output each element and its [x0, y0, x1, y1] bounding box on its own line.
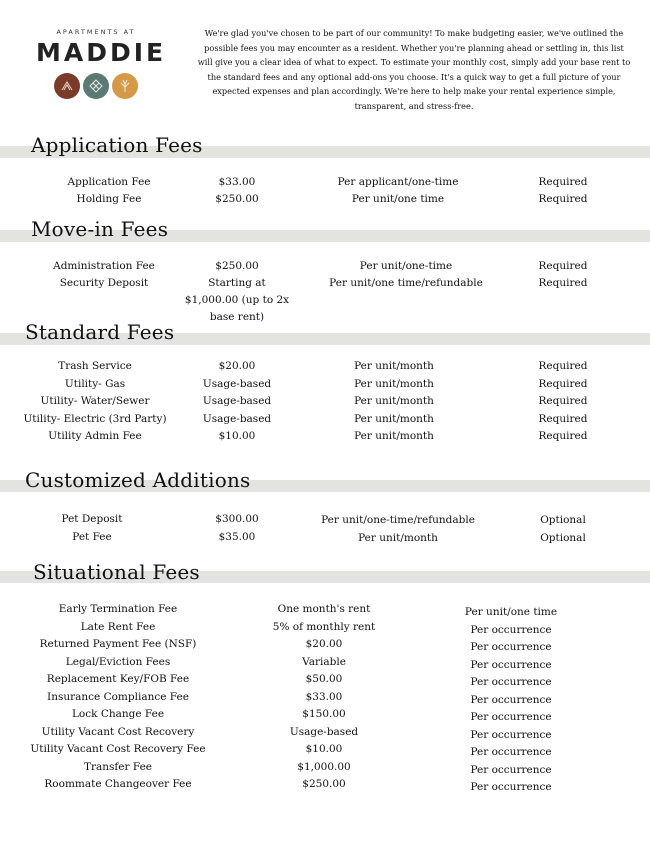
fee-amount: $10.00	[218, 430, 256, 442]
logo-emblem-grid-icon	[83, 73, 109, 99]
fee-amount: Usage-based	[202, 377, 272, 390]
fee-name: Pet Fee	[72, 530, 112, 543]
fee-frequency: Per unit/month	[354, 430, 434, 442]
fee-frequency: Per occurrence	[470, 763, 552, 776]
fee-amount-continued: $1,000.00 (up to 2x	[184, 294, 290, 306]
fee-frequency: Per unit/one-time	[359, 260, 453, 272]
heading-standard-fees: Standard Fees	[25, 320, 175, 344]
fee-frequency: Per occurrence	[470, 746, 552, 758]
fee-name: Administration Fee	[53, 260, 155, 272]
fee-amount: $300.00	[215, 513, 259, 525]
fee-amount: $35.00	[218, 530, 256, 543]
logo	[36, 28, 167, 99]
fee-amount: $250.00	[215, 193, 259, 205]
fee-name: Transfer Fee	[83, 760, 153, 773]
fee-status: Required	[538, 360, 588, 372]
fee-name: Holding Fee	[76, 193, 142, 205]
fee-name: Late Rent Fee	[80, 620, 156, 633]
fee-name: Returned Payment Fee (NSF)	[39, 638, 197, 650]
fee-status: Required	[538, 430, 588, 442]
fee-frequency: Per occurrence	[470, 781, 552, 793]
heading-move-in-fees: Move-in Fees	[31, 217, 169, 241]
fee-amount: $250.00	[302, 778, 346, 790]
fee-frequency: Per unit/one time	[464, 606, 558, 618]
heading-application-fees: Application Fees	[31, 133, 203, 157]
fee-amount: 5% of monthly rent	[272, 620, 376, 633]
fee-amount: $150.00	[302, 708, 346, 720]
fee-status: Required	[538, 176, 588, 188]
fee-amount-continued: base rent)	[209, 311, 265, 323]
fee-frequency: Per occurrence	[470, 641, 552, 653]
fee-status: Required	[538, 395, 588, 407]
fee-amount: $33.00	[218, 176, 256, 188]
fee-frequency: Per unit/month	[354, 360, 434, 372]
fee-amount: $250.00	[215, 260, 259, 272]
fee-frequency: Per occurrence	[470, 693, 552, 706]
fee-amount: Usage-based	[289, 725, 359, 738]
fee-name: Insurance Compliance Fee	[47, 690, 189, 703]
heading-situational-fees: Situational Fees	[33, 560, 200, 584]
logo-subtitle: APARTMENTS AT	[56, 28, 136, 36]
fee-name: Pet Deposit	[61, 513, 123, 525]
fee-frequency: Per occurrence	[470, 711, 552, 723]
fee-amount: $1,000.00	[297, 760, 351, 773]
fee-frequency: Per unit/one time/refundable	[329, 277, 483, 289]
logo-name: MADDIE	[36, 38, 167, 67]
fee-status: Required	[538, 377, 588, 390]
fee-name: Utility- Gas	[64, 377, 126, 390]
fee-frequency: Per unit/month	[354, 412, 434, 425]
fee-name: Utility Vacant Cost Recovery	[41, 725, 195, 738]
fee-frequency: Per occurrence	[470, 658, 552, 671]
logo-emblems	[36, 73, 156, 99]
fee-amount: $33.00	[305, 690, 343, 703]
fee-name: Utility Admin Fee	[48, 430, 142, 442]
fee-name: Trash Service	[58, 360, 132, 372]
fee-name: Lock Change Fee	[71, 708, 165, 720]
fee-name: Early Termination Fee	[58, 603, 178, 615]
fee-name: Utility Vacant Cost Recovery Fee	[30, 743, 206, 755]
fee-amount: Starting at	[208, 277, 266, 289]
fee-frequency: Per occurrence	[470, 623, 552, 636]
fee-name: Legal/Eviction Fees	[65, 655, 171, 668]
fee-status: Required	[538, 193, 588, 205]
fee-status: Optional	[540, 514, 586, 526]
fee-frequency: Per applicant/one-time	[337, 176, 459, 188]
intro-paragraph: We're glad you've chosen to be part of our community! To make budgeting easier, we've outlined the possible fees you may encounter as a resident. Whether you're planning ahead or settling in, this list will give you a clear idea of what to expect. To estimate your monthly cost, simply add your base rent to the standard fees and any optional add-ons you choose. It's a quick way to get a full picture of your expected expenses and plan accordingly. We're here to help make your rental experience simple, transparent, and stress-free.	[197, 28, 631, 111]
fee-frequency: Per unit/one time	[351, 193, 445, 205]
fee-frequency: Per occurrence	[470, 728, 552, 741]
fee-frequency: Per occurrence	[470, 676, 552, 688]
fee-status: Required	[538, 277, 588, 289]
fee-amount: $20.00	[305, 638, 343, 650]
fee-frequency: Per unit/month	[354, 395, 434, 407]
logo-emblem-leaf-icon	[112, 73, 138, 99]
fee-name: Application Fee	[67, 176, 151, 188]
fee-name: Roommate Changeover Fee	[44, 778, 192, 790]
heading-customized-additions: Customized Additions	[25, 468, 251, 492]
fee-amount: $20.00	[218, 360, 256, 372]
fee-amount: Variable	[302, 655, 346, 668]
fee-status: Required	[538, 260, 588, 272]
fee-amount: $50.00	[305, 673, 343, 685]
fee-frequency: Per unit/one-time/refundable	[321, 514, 475, 526]
fee-status: Optional	[540, 531, 586, 544]
fee-amount: Usage-based	[202, 412, 272, 425]
fee-amount: One month's rent	[277, 603, 371, 615]
fee-amount: $10.00	[305, 743, 343, 755]
fee-amount: Usage-based	[202, 395, 272, 407]
logo-emblem-lines-icon	[54, 73, 80, 99]
fee-frequency: Per unit/month	[358, 531, 438, 544]
fee-name: Utility- Electric (3rd Party)	[23, 412, 167, 425]
fee-name: Utility- Water/Sewer	[40, 395, 150, 407]
fee-status: Required	[538, 412, 588, 425]
fee-name: Security Deposit	[59, 277, 149, 289]
fee-frequency: Per unit/month	[354, 377, 434, 390]
fee-name: Replacement Key/FOB Fee	[46, 673, 190, 685]
